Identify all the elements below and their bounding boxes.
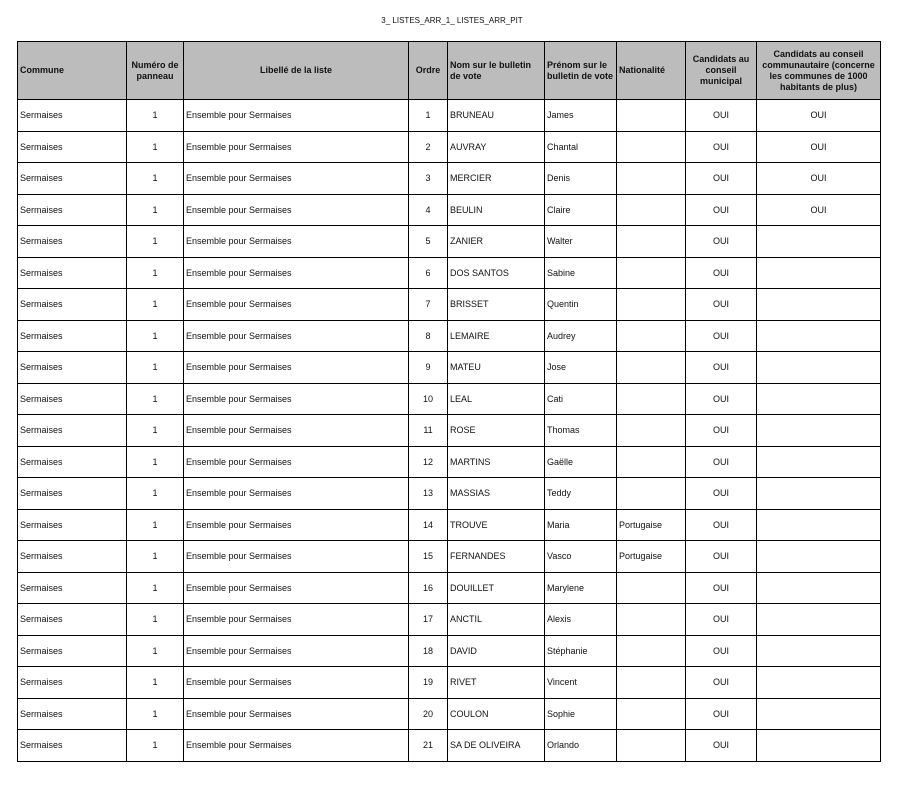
- table-row: [18, 667, 881, 699]
- cell-conseil-municipal: OUI: [686, 131, 757, 163]
- cell-libelle-liste: Ensemble pour Sermaises: [184, 352, 409, 384]
- table-row: [18, 289, 881, 321]
- cell-nationalite: [617, 100, 686, 132]
- cell-numero-panneau: 1: [127, 257, 184, 289]
- cell-conseil-communautaire: [757, 226, 881, 258]
- cell-nationalite: [617, 383, 686, 415]
- cell-commune: Sermaises: [18, 509, 127, 541]
- cell-nom: ANCTIL: [448, 604, 545, 636]
- cell-numero-panneau: 1: [127, 604, 184, 636]
- cell-prenom: Gaëlle: [545, 446, 617, 478]
- cell-nationalite: [617, 604, 686, 636]
- cell-libelle-liste: Ensemble pour Sermaises: [184, 604, 409, 636]
- cell-nom: FERNANDES: [448, 541, 545, 573]
- cell-ordre: 16: [409, 572, 448, 604]
- cell-prenom: Chantal: [545, 131, 617, 163]
- cell-numero-panneau: 1: [127, 226, 184, 258]
- header-row: [18, 42, 881, 100]
- table-row: [18, 730, 881, 762]
- cell-ordre: 13: [409, 478, 448, 510]
- candidates-table: [17, 41, 881, 762]
- cell-conseil-municipal: OUI: [686, 572, 757, 604]
- cell-ordre: 18: [409, 635, 448, 667]
- cell-numero-panneau: 1: [127, 289, 184, 321]
- cell-prenom: Alexis: [545, 604, 617, 636]
- cell-ordre: 2: [409, 131, 448, 163]
- cell-numero-panneau: 1: [127, 352, 184, 384]
- table-row: [18, 635, 881, 667]
- cell-numero-panneau: 1: [127, 667, 184, 699]
- cell-conseil-municipal: OUI: [686, 415, 757, 447]
- cell-nationalite: [617, 352, 686, 384]
- cell-ordre: 11: [409, 415, 448, 447]
- cell-numero-panneau: 1: [127, 730, 184, 762]
- cell-prenom: Denis: [545, 163, 617, 195]
- cell-nationalite: [617, 698, 686, 730]
- cell-conseil-communautaire: [757, 478, 881, 510]
- cell-commune: Sermaises: [18, 446, 127, 478]
- cell-libelle-liste: Ensemble pour Sermaises: [184, 572, 409, 604]
- table-row: [18, 352, 881, 384]
- table-row: [18, 509, 881, 541]
- cell-conseil-communautaire: [757, 415, 881, 447]
- cell-conseil-municipal: OUI: [686, 478, 757, 510]
- cell-nom: MASSIAS: [448, 478, 545, 510]
- cell-conseil-communautaire: OUI: [757, 163, 881, 195]
- cell-prenom: Teddy: [545, 478, 617, 510]
- cell-nationalite: [617, 226, 686, 258]
- cell-ordre: 10: [409, 383, 448, 415]
- cell-conseil-communautaire: [757, 383, 881, 415]
- cell-prenom: Maria: [545, 509, 617, 541]
- cell-nationalite: [617, 289, 686, 321]
- cell-libelle-liste: Ensemble pour Sermaises: [184, 320, 409, 352]
- cell-prenom: Marylene: [545, 572, 617, 604]
- cell-nom: ZANIER: [448, 226, 545, 258]
- cell-nationalite: [617, 415, 686, 447]
- cell-libelle-liste: Ensemble pour Sermaises: [184, 698, 409, 730]
- cell-commune: Sermaises: [18, 635, 127, 667]
- cell-nom: DAVID: [448, 635, 545, 667]
- cell-prenom: Vasco: [545, 541, 617, 573]
- cell-numero-panneau: 1: [127, 446, 184, 478]
- cell-libelle-liste: Ensemble pour Sermaises: [184, 635, 409, 667]
- cell-prenom: Walter: [545, 226, 617, 258]
- cell-ordre: 4: [409, 194, 448, 226]
- table-row: [18, 320, 881, 352]
- header-conseil-communautaire: Candidats au conseil communautaire (concerne les communes de 1000 habitants de plus): [757, 42, 881, 100]
- table-row: [18, 194, 881, 226]
- cell-conseil-municipal: OUI: [686, 163, 757, 195]
- cell-nom: BEULIN: [448, 194, 545, 226]
- cell-nationalite: [617, 730, 686, 762]
- cell-prenom: Vincent: [545, 667, 617, 699]
- cell-prenom: James: [545, 100, 617, 132]
- cell-commune: Sermaises: [18, 541, 127, 573]
- table-row: [18, 698, 881, 730]
- cell-ordre: 8: [409, 320, 448, 352]
- cell-libelle-liste: Ensemble pour Sermaises: [184, 415, 409, 447]
- cell-nom: LEAL: [448, 383, 545, 415]
- cell-libelle-liste: Ensemble pour Sermaises: [184, 383, 409, 415]
- cell-numero-panneau: 1: [127, 478, 184, 510]
- cell-conseil-municipal: OUI: [686, 320, 757, 352]
- table-row: [18, 383, 881, 415]
- cell-libelle-liste: Ensemble pour Sermaises: [184, 509, 409, 541]
- cell-ordre: 7: [409, 289, 448, 321]
- cell-conseil-municipal: OUI: [686, 226, 757, 258]
- cell-nom: MATEU: [448, 352, 545, 384]
- cell-conseil-communautaire: [757, 698, 881, 730]
- cell-nom: MARTINS: [448, 446, 545, 478]
- cell-nom: AUVRAY: [448, 131, 545, 163]
- cell-conseil-communautaire: OUI: [757, 131, 881, 163]
- cell-ordre: 17: [409, 604, 448, 636]
- cell-nationalite: [617, 446, 686, 478]
- cell-conseil-communautaire: [757, 509, 881, 541]
- cell-numero-panneau: 1: [127, 100, 184, 132]
- cell-nationalite: [617, 257, 686, 289]
- cell-conseil-communautaire: [757, 257, 881, 289]
- cell-numero-panneau: 1: [127, 635, 184, 667]
- cell-conseil-municipal: OUI: [686, 509, 757, 541]
- table-row: [18, 572, 881, 604]
- cell-prenom: Claire: [545, 194, 617, 226]
- cell-nationalite: [617, 194, 686, 226]
- cell-commune: Sermaises: [18, 415, 127, 447]
- cell-numero-panneau: 1: [127, 383, 184, 415]
- cell-conseil-communautaire: [757, 320, 881, 352]
- cell-conseil-communautaire: [757, 446, 881, 478]
- cell-nom: MERCIER: [448, 163, 545, 195]
- cell-conseil-communautaire: [757, 604, 881, 636]
- cell-commune: Sermaises: [18, 289, 127, 321]
- cell-commune: Sermaises: [18, 352, 127, 384]
- cell-nationalite: Portugaise: [617, 541, 686, 573]
- cell-commune: Sermaises: [18, 226, 127, 258]
- header-numero-panneau: Numéro de panneau: [127, 42, 184, 100]
- table-row: [18, 163, 881, 195]
- cell-nationalite: [617, 667, 686, 699]
- header-libelle-liste: Libellé de la liste: [184, 42, 409, 100]
- cell-commune: Sermaises: [18, 730, 127, 762]
- cell-conseil-municipal: OUI: [686, 257, 757, 289]
- cell-prenom: Sophie: [545, 698, 617, 730]
- cell-commune: Sermaises: [18, 667, 127, 699]
- cell-nationalite: [617, 320, 686, 352]
- cell-nationalite: Portugaise: [617, 509, 686, 541]
- cell-ordre: 19: [409, 667, 448, 699]
- table-row: [18, 604, 881, 636]
- table-row: [18, 257, 881, 289]
- cell-ordre: 5: [409, 226, 448, 258]
- cell-commune: Sermaises: [18, 478, 127, 510]
- header-prenom: Prénom sur le bulletin de vote: [545, 42, 617, 100]
- cell-libelle-liste: Ensemble pour Sermaises: [184, 100, 409, 132]
- cell-prenom: Orlando: [545, 730, 617, 762]
- cell-numero-panneau: 1: [127, 541, 184, 573]
- cell-conseil-municipal: OUI: [686, 383, 757, 415]
- cell-nom: BRISSET: [448, 289, 545, 321]
- cell-ordre: 3: [409, 163, 448, 195]
- cell-conseil-municipal: OUI: [686, 730, 757, 762]
- cell-prenom: Jose: [545, 352, 617, 384]
- cell-conseil-municipal: OUI: [686, 667, 757, 699]
- cell-conseil-communautaire: [757, 667, 881, 699]
- cell-commune: Sermaises: [18, 320, 127, 352]
- cell-nom: DOS SANTOS: [448, 257, 545, 289]
- cell-nom: LEMAIRE: [448, 320, 545, 352]
- cell-commune: Sermaises: [18, 698, 127, 730]
- cell-libelle-liste: Ensemble pour Sermaises: [184, 446, 409, 478]
- cell-conseil-communautaire: [757, 289, 881, 321]
- cell-ordre: 15: [409, 541, 448, 573]
- cell-conseil-communautaire: OUI: [757, 100, 881, 132]
- header-ordre: Ordre: [409, 42, 448, 100]
- cell-conseil-communautaire: OUI: [757, 194, 881, 226]
- cell-conseil-municipal: OUI: [686, 194, 757, 226]
- cell-conseil-communautaire: [757, 730, 881, 762]
- cell-prenom: Stéphanie: [545, 635, 617, 667]
- header-commune: Commune: [18, 42, 127, 100]
- cell-prenom: Audrey: [545, 320, 617, 352]
- table-row: [18, 541, 881, 573]
- cell-conseil-municipal: OUI: [686, 635, 757, 667]
- cell-nom: ROSE: [448, 415, 545, 447]
- table-row: [18, 226, 881, 258]
- header-conseil-municipal: Candidats au conseil municipal: [686, 42, 757, 100]
- cell-commune: Sermaises: [18, 163, 127, 195]
- header-nationalite: Nationalité: [617, 42, 686, 100]
- cell-ordre: 1: [409, 100, 448, 132]
- cell-nom: SA DE OLIVEIRA: [448, 730, 545, 762]
- cell-libelle-liste: Ensemble pour Sermaises: [184, 289, 409, 321]
- cell-ordre: 6: [409, 257, 448, 289]
- cell-conseil-municipal: OUI: [686, 446, 757, 478]
- cell-conseil-municipal: OUI: [686, 100, 757, 132]
- cell-prenom: Sabine: [545, 257, 617, 289]
- cell-commune: Sermaises: [18, 604, 127, 636]
- cell-commune: Sermaises: [18, 194, 127, 226]
- cell-prenom: Quentin: [545, 289, 617, 321]
- cell-libelle-liste: Ensemble pour Sermaises: [184, 541, 409, 573]
- cell-nom: RIVET: [448, 667, 545, 699]
- header-nom: Nom sur le bulletin de vote: [448, 42, 545, 100]
- cell-nom: DOUILLET: [448, 572, 545, 604]
- cell-commune: Sermaises: [18, 100, 127, 132]
- cell-libelle-liste: Ensemble pour Sermaises: [184, 257, 409, 289]
- cell-nationalite: [617, 572, 686, 604]
- cell-conseil-communautaire: [757, 572, 881, 604]
- cell-nationalite: [617, 163, 686, 195]
- cell-ordre: 9: [409, 352, 448, 384]
- table-row: [18, 131, 881, 163]
- cell-conseil-communautaire: [757, 352, 881, 384]
- cell-nationalite: [617, 478, 686, 510]
- cell-nationalite: [617, 635, 686, 667]
- cell-ordre: 14: [409, 509, 448, 541]
- table-row: [18, 446, 881, 478]
- table-row: [18, 100, 881, 132]
- cell-numero-panneau: 1: [127, 698, 184, 730]
- cell-libelle-liste: Ensemble pour Sermaises: [184, 667, 409, 699]
- cell-numero-panneau: 1: [127, 131, 184, 163]
- cell-nationalite: [617, 131, 686, 163]
- cell-nom: COULON: [448, 698, 545, 730]
- cell-conseil-municipal: OUI: [686, 698, 757, 730]
- cell-libelle-liste: Ensemble pour Sermaises: [184, 478, 409, 510]
- cell-commune: Sermaises: [18, 572, 127, 604]
- cell-numero-panneau: 1: [127, 194, 184, 226]
- cell-conseil-municipal: OUI: [686, 541, 757, 573]
- cell-numero-panneau: 1: [127, 320, 184, 352]
- cell-conseil-municipal: OUI: [686, 352, 757, 384]
- cell-conseil-municipal: OUI: [686, 604, 757, 636]
- cell-libelle-liste: Ensemble pour Sermaises: [184, 226, 409, 258]
- cell-ordre: 12: [409, 446, 448, 478]
- document-title: 3_ LISTES_ARR_1_ LISTES_ARR_PIT: [381, 16, 523, 25]
- cell-commune: Sermaises: [18, 383, 127, 415]
- cell-libelle-liste: Ensemble pour Sermaises: [184, 194, 409, 226]
- cell-conseil-communautaire: [757, 541, 881, 573]
- cell-numero-panneau: 1: [127, 163, 184, 195]
- cell-prenom: Cati: [545, 383, 617, 415]
- cell-conseil-communautaire: [757, 635, 881, 667]
- cell-conseil-municipal: OUI: [686, 289, 757, 321]
- cell-libelle-liste: Ensemble pour Sermaises: [184, 163, 409, 195]
- cell-prenom: Thomas: [545, 415, 617, 447]
- cell-ordre: 20: [409, 698, 448, 730]
- cell-numero-panneau: 1: [127, 509, 184, 541]
- cell-nom: TROUVE: [448, 509, 545, 541]
- cell-commune: Sermaises: [18, 257, 127, 289]
- table-row: [18, 415, 881, 447]
- cell-libelle-liste: Ensemble pour Sermaises: [184, 131, 409, 163]
- table-row: [18, 478, 881, 510]
- cell-nom: BRUNEAU: [448, 100, 545, 132]
- cell-numero-panneau: 1: [127, 572, 184, 604]
- cell-libelle-liste: Ensemble pour Sermaises: [184, 730, 409, 762]
- cell-numero-panneau: 1: [127, 415, 184, 447]
- cell-ordre: 21: [409, 730, 448, 762]
- cell-commune: Sermaises: [18, 131, 127, 163]
